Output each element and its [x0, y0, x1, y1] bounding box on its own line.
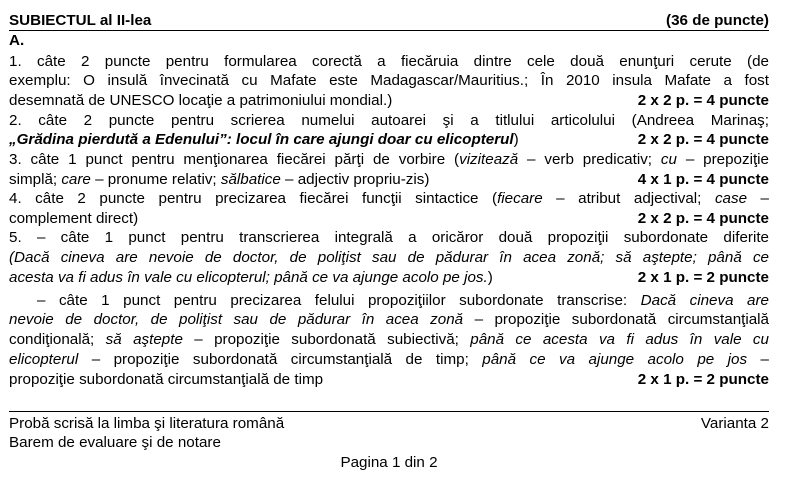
item-2-line-2: „Grădina pierdută a Edenului”: locul în care ajungi doar cu elicopterul): [9, 131, 519, 148]
item-4-score: 2 x 2 p. = 4 puncte: [637, 210, 769, 227]
section-label: A.: [9, 32, 25, 49]
item-5-line-1: 5. – câte 1 punct pentru transcrierea integrală a oricăror două propoziţii subordonate diferite: [9, 229, 769, 246]
item-1-line-2: exemplu: O insulă învecinată cu Mafate este Madagascar/Mauritius.; În 2010 insula Mafate a fost: [9, 72, 769, 89]
footer-divider: [9, 411, 769, 412]
item-5b-line-3: condiţională; să aştepte – propoziţie subordonată subiectivă; până ce acesta va fi adus în vale cu: [9, 331, 769, 348]
item-4-line-2: complement direct): [9, 210, 139, 227]
item-2-line-1: 2. câte 2 puncte pentru scrierea numelui autoarei şi a titlului articolului (Andreea Marinaş;: [9, 112, 769, 129]
item-3-line-2: simplă; care – pronume relativ; sălbatice – adjectiv propriu-zis): [9, 171, 430, 188]
item-5b-line-5: propoziţie subordonată circumstanţială de timp: [9, 371, 324, 388]
item-1-line-1: 1. câte 2 puncte pentru formularea corectă a fiecăruia dintre cele două enunţuri cerute (de: [9, 53, 769, 70]
item-5b-line-1: – câte 1 punct pentru precizarea felului propoziţiilor subordonate transcrise: Dacă cineva are: [37, 292, 769, 309]
item-3-score: 4 x 1 p. = 4 puncte: [637, 171, 769, 188]
item-5-line-3: acesta va fi adus în vale cu elicopterul; până ce va ajunge acolo pe jos.): [9, 269, 493, 286]
item-4-line-1: 4. câte 2 puncte pentru precizarea fiecărei funcţii sintactice (fiecare – atribut adjectival; case –: [9, 190, 769, 207]
item-5b-line-4: elicopterul – propoziţie subordonată circumstanţială de timp; până ce va ajunge acolo pe jos –: [9, 351, 769, 368]
footer-page-number: Pagina 1 din 2: [340, 454, 438, 471]
section-header: [9, 11, 769, 31]
footer-exam-name: Probă scrisă la limba şi literatura română: [9, 415, 285, 432]
item-1-line-3: desemnată de UNESCO locaţie a patrimoniului mondial.): [9, 92, 393, 109]
footer-barem: Barem de evaluare şi de notare: [9, 434, 221, 451]
item-5-score: 2 x 1 p. = 2 puncte: [637, 269, 769, 286]
item-5b-score: 2 x 1 p. = 2 puncte: [637, 371, 769, 388]
item-2-score: 2 x 2 p. = 4 puncte: [637, 131, 769, 148]
article-title: „Grădina pierdută a Edenului”: locul în care ajungi doar cu elicopterul: [9, 131, 514, 148]
item-3-line-1: 3. câte 1 punct pentru menţionarea fiecărei părţi de vorbire (vizitează – verb predicativ; cu – prepoziţie: [9, 151, 769, 168]
item-5-line-2: (Dacă cineva are nevoie de doctor, de poliţist sau de pădurar în acea zonă; să aştepte; până ce: [9, 249, 769, 266]
item-5b-line-2: nevoie de doctor, de poliţist sau de pădurar în acea zonă – propoziţie subordonată circumstanţială: [9, 311, 770, 328]
subject-title: SUBIECTUL al II-lea: [9, 12, 152, 29]
item-1-score: 2 x 2 p. = 4 puncte: [637, 92, 769, 109]
footer-variant: Varianta 2: [700, 415, 769, 432]
subject-points: (36 de puncte): [666, 12, 769, 29]
